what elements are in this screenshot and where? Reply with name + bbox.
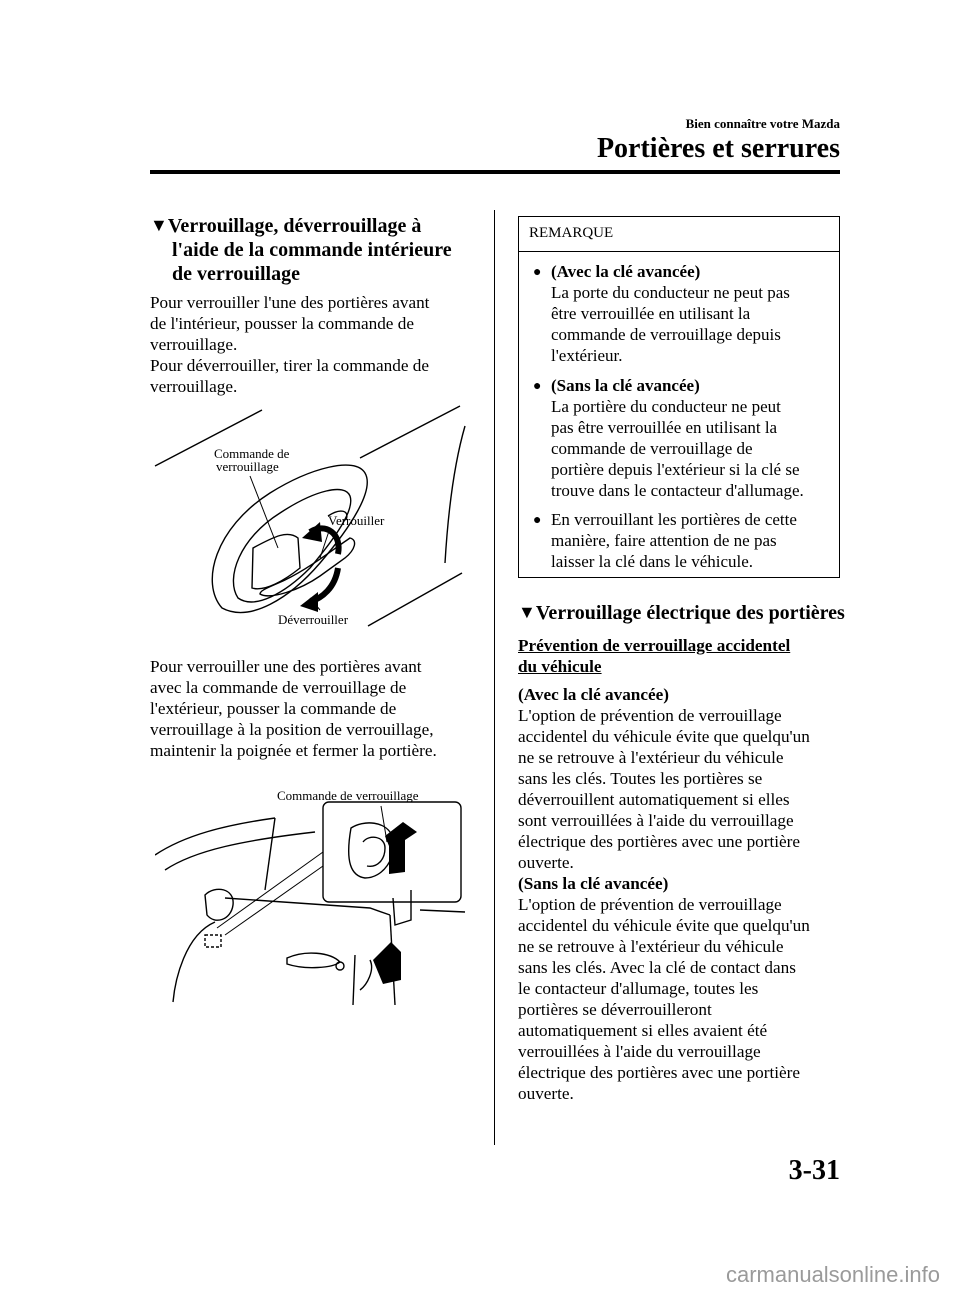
note-box [518,216,840,578]
chapter-title: Bien connaître votre Mazda [685,116,840,131]
watermark: carmanualsonline.info [725,1262,940,1287]
subheading-lockout-prevention: Prévention de verrouillage accidentel du véhicule [518,636,791,676]
note-item-advanced-key: (Avec la clé avancée) La porte du conducteur ne peut pas être verrouillée en utilisant la commande de verrouillage depuis l'extérieur. [551,262,790,365]
push-lock-arrow-icon [385,822,417,874]
figure-interior-lock-lever [150,398,470,638]
note-item-key-warning: En verrouillant les portières de cette manière, faire attention de ne pas laisser la clé dans le véhicule. [551,510,797,571]
bullet-icon: ● [533,513,542,528]
note-item-no-advanced-key: (Sans la clé avancée) La portière du conducteur ne peut pas être verrouillée en utilisant la commande de verrouillage de portière depuis l'extérieur si la clé se trouve dans le contacteur d'allumage. [551,376,804,500]
note-header-rule [519,251,839,252]
label-lock-control: Commande de verrouillage [277,788,419,803]
column-divider [494,210,495,1145]
note-header: REMARQUE [529,225,614,241]
lock-arrow-icon [302,522,322,542]
label-unlock: Déverrouiller [278,612,349,627]
label-lock-lever-line1: Commande de [214,446,290,461]
section-title: Portières et serrures [596,133,840,164]
triangle-marker-icon: ▼ [150,215,168,235]
bullet-icon: ● [533,379,542,394]
heading-interior-lock: ▼Verrouillage, déverrouillage à l'aide de la commande intérieure de verrouillage [150,215,452,285]
page-number: 3-31 [788,1155,840,1186]
paragraph-interior-lock: Pour verrouiller l'une des portières avant de l'intérieur, pousser la commande de verrouillage. Pour déverrouiller, tirer la commande de verrouillage. [150,293,430,396]
bullet-icon: ● [533,265,542,280]
paragraph-lockout-prevention: (Avec la clé avancée) L'option de prévention de verrouillage accidentel du véhicule évite que quelqu'un ne se retrouve à l'extérieur du véhicule sans les clés. Toutes les portières se déverrouillent automatiquement si elles sont verrouillées à l'aide du verrouillage électrique des portières avec une portière ouverte. (Sans la clé avancée) L'option de prévention de verrouillage accidentel du véhicule évite que quelqu'un ne se retrouve à l'extérieur du véhicule sans les clés. Avec la clé de contact dans le contacteur d'allumage, toutes les portières se déverrouilleront automatiquement si elles avaient été verrouillées à l'aide du verrouillage électrique des portières avec une portière ouverte. [518,685,810,1103]
hold-handle-arrow-icon [373,942,401,984]
label-lock-lever-line2: verrouillage [216,459,279,474]
paragraph-exterior-lock: Pour verrouiller une des portières avant avec la commande de verrouillage de l'extérieur, pousser la commande de verrouillage à la position de verrouillage, maintenir la poignée et fermer la portière. [150,657,437,760]
label-lock: Verrouiller [328,513,385,528]
header-rule [150,170,840,174]
triangle-marker-icon: ▼ [518,602,536,622]
heading-power-door-lock: ▼Verrouillage électrique des portières [518,602,845,624]
unlock-arrow-icon [300,592,318,612]
figure-exterior-door-lock [155,770,470,1010]
